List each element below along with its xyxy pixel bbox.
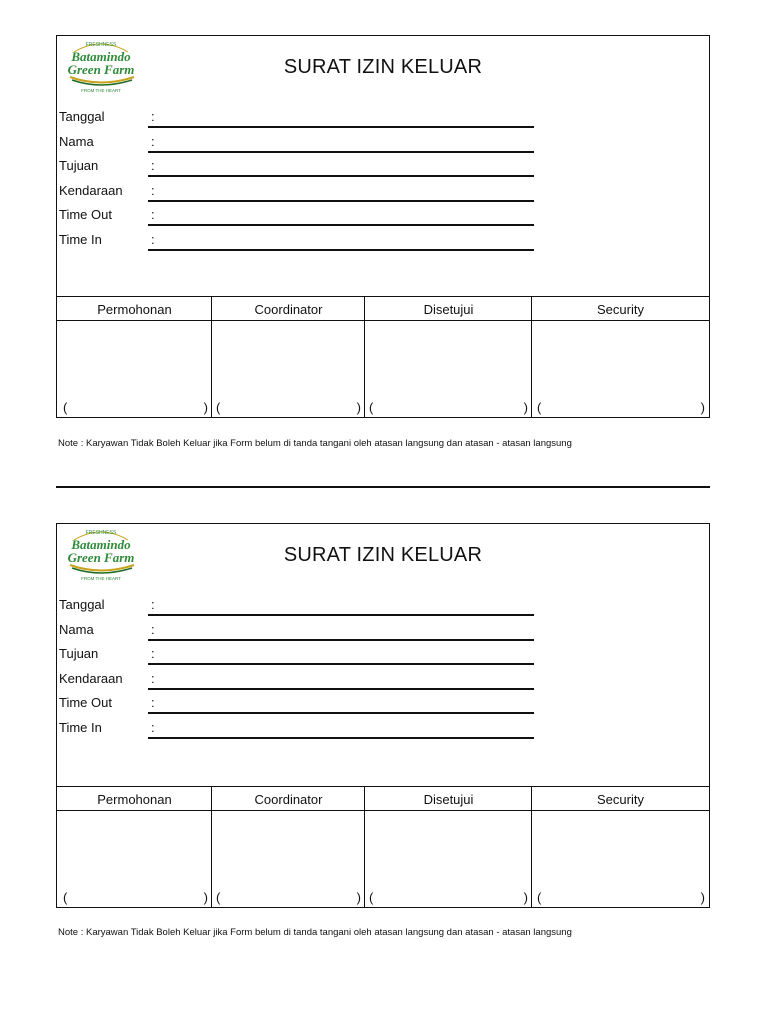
signature-box-coordinator[interactable] — [212, 811, 365, 907]
sig-header-security: Security — [532, 787, 709, 811]
field-colon: : — [151, 695, 155, 710]
field-label: Nama — [59, 133, 94, 149]
field-time-in — [59, 231, 539, 256]
cut-line — [56, 486, 710, 488]
signature-box-security[interactable] — [532, 321, 709, 417]
logo-top-text: FRESHNESS — [85, 42, 117, 48]
field-label: Tujuan — [59, 158, 99, 173]
field-tanggal — [59, 596, 539, 621]
sig-header-disetujui: Disetujui — [365, 297, 532, 321]
paren-open: ( — [63, 890, 68, 905]
field-label: Tanggal — [59, 597, 105, 612]
fill-in-line[interactable] — [148, 249, 534, 251]
fill-in-line[interactable] — [148, 688, 534, 690]
fill-in-line[interactable] — [148, 663, 534, 665]
field-colon: : — [151, 670, 155, 686]
field-time-out — [59, 206, 539, 231]
field-colon: : — [151, 646, 155, 661]
signature-box-security[interactable] — [532, 811, 709, 907]
form-title: SURAT IZIN KELUAR — [283, 544, 483, 566]
fill-in-line[interactable] — [148, 737, 534, 739]
paren-open: ( — [369, 890, 374, 905]
field-label: Time Out — [59, 207, 112, 222]
field-colon: : — [151, 109, 155, 124]
field-kendaraan — [59, 670, 539, 695]
logo-line1: Batamindo — [71, 49, 131, 64]
field-colon: : — [151, 182, 155, 198]
fill-in-line[interactable] — [148, 151, 534, 153]
logo-line2: Green Farm — [67, 62, 135, 77]
logo-line2: Green Farm — [67, 550, 135, 565]
logo-top-text: FRESHNESS — [85, 530, 117, 536]
paren-close: ) — [356, 890, 361, 905]
signature-table — [57, 296, 709, 417]
field-label: Tujuan — [59, 646, 99, 661]
paren-open: ( — [216, 890, 221, 905]
paren-close: ) — [203, 400, 208, 415]
field-nama — [59, 133, 539, 158]
field-tanggal — [59, 108, 539, 133]
paren-open: ( — [537, 890, 542, 905]
permit-form-2 — [56, 523, 710, 908]
signature-table — [57, 786, 709, 907]
field-colon: : — [151, 207, 155, 222]
paren-open: ( — [63, 400, 68, 415]
field-label: Time Out — [59, 695, 112, 710]
paren-close: ) — [700, 400, 705, 415]
field-colon: : — [151, 621, 155, 637]
fill-in-line[interactable] — [148, 614, 534, 616]
paren-close: ) — [523, 400, 528, 415]
sig-header-permohonan: Permohonan — [57, 297, 212, 321]
field-time-out — [59, 694, 539, 719]
paren-open: ( — [369, 400, 374, 415]
field-label: Time In — [59, 719, 102, 735]
fill-in-line[interactable] — [148, 639, 534, 641]
signature-box-disetujui[interactable] — [365, 321, 532, 417]
form-fields — [59, 108, 539, 255]
sig-header-permohonan: Permohonan — [57, 787, 212, 811]
field-colon: : — [151, 231, 155, 247]
sig-header-disetujui: Disetujui — [365, 787, 532, 811]
fill-in-line[interactable] — [148, 224, 534, 226]
field-colon: : — [151, 158, 155, 173]
form-note: Note : Karyawan Tidak Boleh Keluar jika Form belum di tanda tangani oleh atasan langsung dan atasan - atasan langsung — [58, 927, 572, 938]
form-note: Note : Karyawan Tidak Boleh Keluar jika Form belum di tanda tangani oleh atasan langsung dan atasan - atasan langsung — [58, 438, 572, 449]
permit-form-1 — [56, 35, 710, 418]
paren-open: ( — [216, 400, 221, 415]
field-label: Time In — [59, 231, 102, 247]
paren-close: ) — [523, 890, 528, 905]
paren-close: ) — [203, 890, 208, 905]
field-time-in — [59, 719, 539, 744]
field-tujuan — [59, 157, 539, 182]
fill-in-line[interactable] — [148, 712, 534, 714]
paren-close: ) — [356, 400, 361, 415]
sig-header-coordinator: Coordinator — [212, 297, 365, 321]
field-colon: : — [151, 597, 155, 612]
fill-in-line[interactable] — [148, 126, 534, 128]
sig-header-security: Security — [532, 297, 709, 321]
form-fields — [59, 596, 539, 743]
paren-close: ) — [700, 890, 705, 905]
field-label: Nama — [59, 621, 94, 637]
sig-header-coordinator: Coordinator — [212, 787, 365, 811]
signature-box-coordinator[interactable] — [212, 321, 365, 417]
paren-open: ( — [537, 400, 542, 415]
signature-box-permohonan[interactable] — [57, 811, 212, 907]
field-tujuan — [59, 645, 539, 670]
field-label: Kendaraan — [59, 182, 123, 198]
signature-box-permohonan[interactable] — [57, 321, 212, 417]
logo-line1: Batamindo — [71, 537, 131, 552]
field-kendaraan — [59, 182, 539, 207]
field-label: Tanggal — [59, 109, 105, 124]
form-title: SURAT IZIN KELUAR — [283, 56, 483, 78]
field-colon: : — [151, 133, 155, 149]
field-nama — [59, 621, 539, 646]
logo-bottom-text: FROM THE HEART — [81, 88, 121, 93]
logo-bottom-text: FROM THE HEART — [81, 576, 121, 581]
fill-in-line[interactable] — [148, 200, 534, 202]
signature-box-disetujui[interactable] — [365, 811, 532, 907]
field-colon: : — [151, 719, 155, 735]
fill-in-line[interactable] — [148, 175, 534, 177]
field-label: Kendaraan — [59, 670, 123, 686]
